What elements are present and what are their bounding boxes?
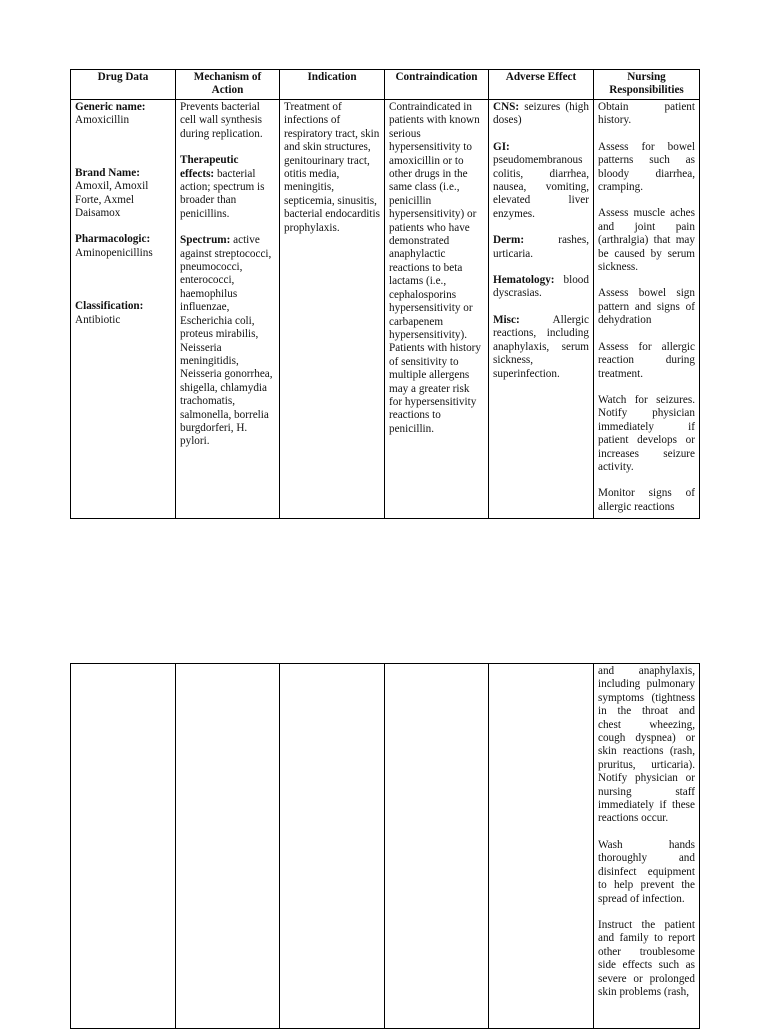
adverse-effect-cell [489,100,594,519]
header-contraindication: Contraindication [385,70,489,100]
therapeutic-effects-text: bacterial action; spectrum is broader than penicillins. [180,167,265,220]
mechanism-cell [176,100,280,519]
empty-cell [385,664,489,1029]
mechanism-intro: Prevents bacterial cell wall synthesis during replication. [180,101,263,140]
empty-cell [489,664,594,1029]
indication-text: Treatment of infections of respiratory tract, skin and skin structures, genitourinary tract, otitis media, meningitis, septicemia, sinusitis, bacterial endocarditis prophylaxis. [284,101,380,234]
derm-text: rashes, urticaria. [493,234,589,260]
nursing-responsibilities-cell [594,100,700,519]
pharmacologic-value: Aminopenicillins [75,246,153,259]
brand-name-label: Brand Name: [75,166,140,179]
pharmacologic-label: Pharmacologic: [75,233,151,246]
empty-cell [280,664,385,1029]
cns-label: CNS: [493,101,520,113]
classification-label: Classification: [75,300,144,313]
nursing-item: and anaphylaxis, including pulmonary symptoms (tightness in the throat and chest wheezing, cough dyspnea) or skin reactions (rash, pruritus, urticaria). Notify physician or nursing staff immediately if these reactions occur. [598,665,695,825]
generic-name-label: Generic name: [75,101,146,113]
table-row [71,664,700,1029]
hematology-label: Hematology: [493,274,555,287]
header-drug-data: Drug Data [71,70,176,100]
gi-text: pseudomembranous colitis, diarrhea, nausea, vomiting, elevated liver enzymes. [493,154,589,220]
empty-cell [71,664,176,1029]
nursing-responsibilities-continued-cell [594,664,700,1029]
header-indication: Indication [280,70,385,100]
empty-cell [176,664,280,1029]
header-adverse-effect: Adverse Effect [489,70,594,100]
therapeutic-effects-label: Therapeutic effects: [180,154,239,180]
derm-label: Derm: [493,234,525,247]
spectrum-label: Spectrum: [180,234,231,247]
brand-name-value: Amoxil, Amoxil Forte, Axmel Daisamox [75,180,149,220]
nursing-item: Wash hands thoroughly and disinfect equipment to help prevent the spread of infection. [598,838,695,905]
nursing-item: Assess muscle aches and joint pain (arthralgia) that may be caused by serum sickness. [598,207,695,274]
spectrum-text: active against streptococci, pneumococci, enterococci, haemophilus influenzae, Escherichia coli, proteus mirabilis, Neisseria meningitidis, Neisseria gonorrhea, shigella, chlamydia trachomatis, salmonella, borrelia burgdorferi, H. pylori. [180,234,273,448]
gi-label: GI: [493,140,510,153]
indication-cell [280,100,385,519]
nursing-item: Instruct the patient and family to report other troublesome side effects such as severe or prolonged skin problems (rash, [598,918,695,998]
nursing-item: Monitor signs of allergic reactions [598,487,695,513]
table-row [71,100,700,519]
drug-table-page-1 [70,69,700,519]
misc-text: Allergic reactions, including anaphylaxis, serum sickness, superinfection. [493,313,589,380]
nursing-item: Assess bowel sign pattern and signs of dehydration [598,287,695,327]
nursing-item: Obtain patient history. [598,101,695,127]
hematology-text: blood dyscrasias. [493,274,589,300]
nursing-item: Watch for seizures. Notify physician immediately if patient develops or increases seizure activity. [598,393,695,473]
generic-name-value: Amoxicillin [75,114,130,127]
contraindication-text: Contraindicated in patients with known serious hypersensitivity to amoxicillin or to other drugs in the same class (i.e., penicillin hypersensitivity) or patients who have demonstrated anaphylactic reactions to beta lactams (i.e., cephalosporins hypersensitivity or carbapenem hypersensitivity). Patients with history of sensitivity to multiple allergens may a greater risk for hypersensitivity reactions to penicillin. [389,101,481,435]
misc-label: Misc: [493,313,520,326]
nursing-item: Assess for bowel patterns such as bloody diarrhea, cramping. [598,140,695,194]
drug-table-page-2 [70,663,700,1029]
nursing-item: Assess for allergic reaction during treatment. [598,340,695,380]
header-mechanism: Mechanism of Action [176,70,280,100]
cns-text: seizures (high doses) [493,101,589,127]
header-nursing-responsibilities: Nursing Responsibilities [594,70,700,100]
drug-data-cell [71,100,176,519]
header-row [71,70,700,100]
classification-value: Antibiotic [75,313,121,326]
contraindication-cell [385,100,489,519]
